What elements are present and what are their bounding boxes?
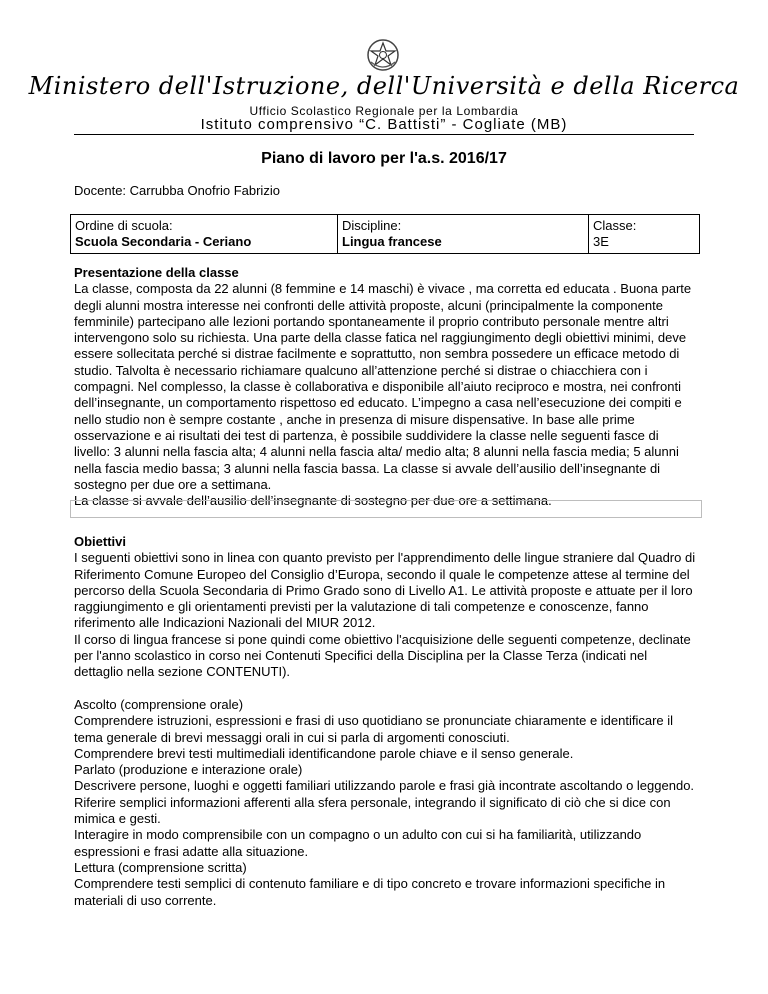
school-order-cell bbox=[71, 215, 338, 254]
class-value: 3E bbox=[593, 234, 609, 249]
presentation-section bbox=[74, 265, 698, 509]
school-order-value: Scuola Secondaria - Ceriano bbox=[75, 234, 252, 249]
emblem-icon bbox=[366, 38, 400, 72]
presentation-support-note: La classe si avvale dell’ausilio dell’insegnante di sostegno per due ore a settimana. bbox=[74, 493, 552, 509]
discipline-label: Discipline: bbox=[342, 218, 402, 233]
competence-line: Parlato (produzione e interazione orale) bbox=[74, 762, 303, 778]
school-order-label: Ordine di scuola: bbox=[75, 218, 173, 233]
objectives-section bbox=[74, 534, 698, 681]
regional-office: Ufficio Scolastico Regionale per la Lombardia bbox=[249, 104, 519, 118]
header-divider bbox=[74, 134, 694, 135]
document-title: Piano di lavoro per l'a.s. 2016/17 bbox=[261, 150, 507, 167]
discipline-cell bbox=[338, 215, 589, 254]
competence-line: Ascolto (comprensione orale) bbox=[74, 697, 244, 712]
class-label: Classe: bbox=[593, 218, 637, 233]
info-table bbox=[70, 214, 700, 254]
competence-line: Comprendere istruzioni, espressioni e frasi di uso quotidiano se pronunciate chiaramente e identificare il tema generale di brevi messaggi orali in cui si parla di argomenti conosciuti. bbox=[74, 713, 674, 745]
competence-line: Riferire semplici informazioni afferenti alla sfera personale, integrando il significato di ciò che si dice con mimica e gesti. bbox=[74, 794, 671, 827]
class-cell bbox=[589, 215, 700, 254]
objectives-paragraph-2: Il corso di lingua francese si pone quindi come obiettivo l'acquisizione delle seguenti competenze, declinate per l'anno scolastico in corso nei Contenuti Specifici della Disciplina per la Classe Terza (indicati nel dettaglio nella sezione CONTENUTI). bbox=[74, 631, 691, 680]
competences-section bbox=[74, 697, 698, 909]
ministry-name: Ministero dell'Istruzione, dell'Università e della Ricerca bbox=[28, 72, 740, 100]
school-name: Istituto comprensivo “C. Battisti” - Cogliate (MB) bbox=[200, 116, 568, 133]
discipline-value: Lingua francese bbox=[342, 234, 442, 249]
competence-line: Interagire in modo comprensibile con un compagno o un adulto con cui si ha familiarità, utilizzando espressioni e frasi adatte alla situazione. bbox=[74, 827, 642, 859]
objectives-heading: Obiettivi bbox=[74, 534, 127, 549]
competence-line: Lettura (comprensione scritta) bbox=[74, 859, 247, 875]
empty-table-row bbox=[70, 500, 702, 518]
objectives-paragraph-1: I seguenti obiettivi sono in linea con quanto previsto per l'apprendimento delle lingue straniere dal Quadro di Riferimento Comune Europeo del Consiglio d’Europa, secondo il quale le competenze attese al termine del percorso della Scuola Secondaria di Primo Grado sono di Livello A1. Le attività proposte e attuate per il loro raggiungimento e gli orientamenti previsti per la valutazione di tali competenze e conoscenze, fanno riferimento alle Indicazioni Nazionali del MIUR 2012. bbox=[74, 550, 696, 631]
presentation-paragraph: La classe, composta da 22 alunni (8 femmine e 14 maschi) è vivace , ma corretta ed educata . Buona parte degli alunni mostra interesse nei confronti delle attività proposte, alcuni (principalmente la componente femminile) partecipano alle lezioni portando spontaneamente il proprio contributo personale mentre altri intervengono solo su richiesta. Una parte della classe fatica nel raggiungimento degli obiettivi minimi, deve essere sollecitata perché si distrae facilmente e soprattutto, non sembra possedere un efficace metodo di studio. Talvolta è necessario richiamare qualcuno all’attenzione perché si distrae o chiacchiera con i compagni. Nel complesso, la classe è collaborativa e disponibile all’aiuto reciproco e mostra, nei confronti dell’insegnante, un comportamento rispettoso ed educato. L’impegno a casa nell’esecuzione dei compiti e nello studio non è sempre costante , anche in presenza di misure dispensative. In base alle prime osservazione e ai risultati dei test di partenza, è possibile suddividere la classe nelle seguenti fasce di livello: 3 alunni nella fascia alta; 4 alunni nella fascia alta/ medio alta; 8 alunni nella fascia media; 5 alunni nella fascia medio bassa; 3 alunni nella fascia bassa. La classe si avvale dell’ausilio dell’insegnante di sostegno per due ore a settimana. bbox=[74, 281, 692, 492]
teacher-line: Docente: Carrubba Onofrio Fabrizio bbox=[74, 183, 280, 198]
competence-line: Comprendere brevi testi multimediali identificandone parole chiave e il senso generale. bbox=[74, 745, 574, 761]
competence-line: Comprendere testi semplici di contenuto familiare e di tipo concreto e trovare informazioni specifiche in materiali di uso corrente. bbox=[74, 876, 666, 908]
competence-line: Descrivere persone, luoghi e oggetti familiari utilizzando parole e frasi già incontrate ascoltando o leggendo. bbox=[74, 778, 695, 794]
presentation-heading: Presentazione della classe bbox=[74, 265, 239, 280]
